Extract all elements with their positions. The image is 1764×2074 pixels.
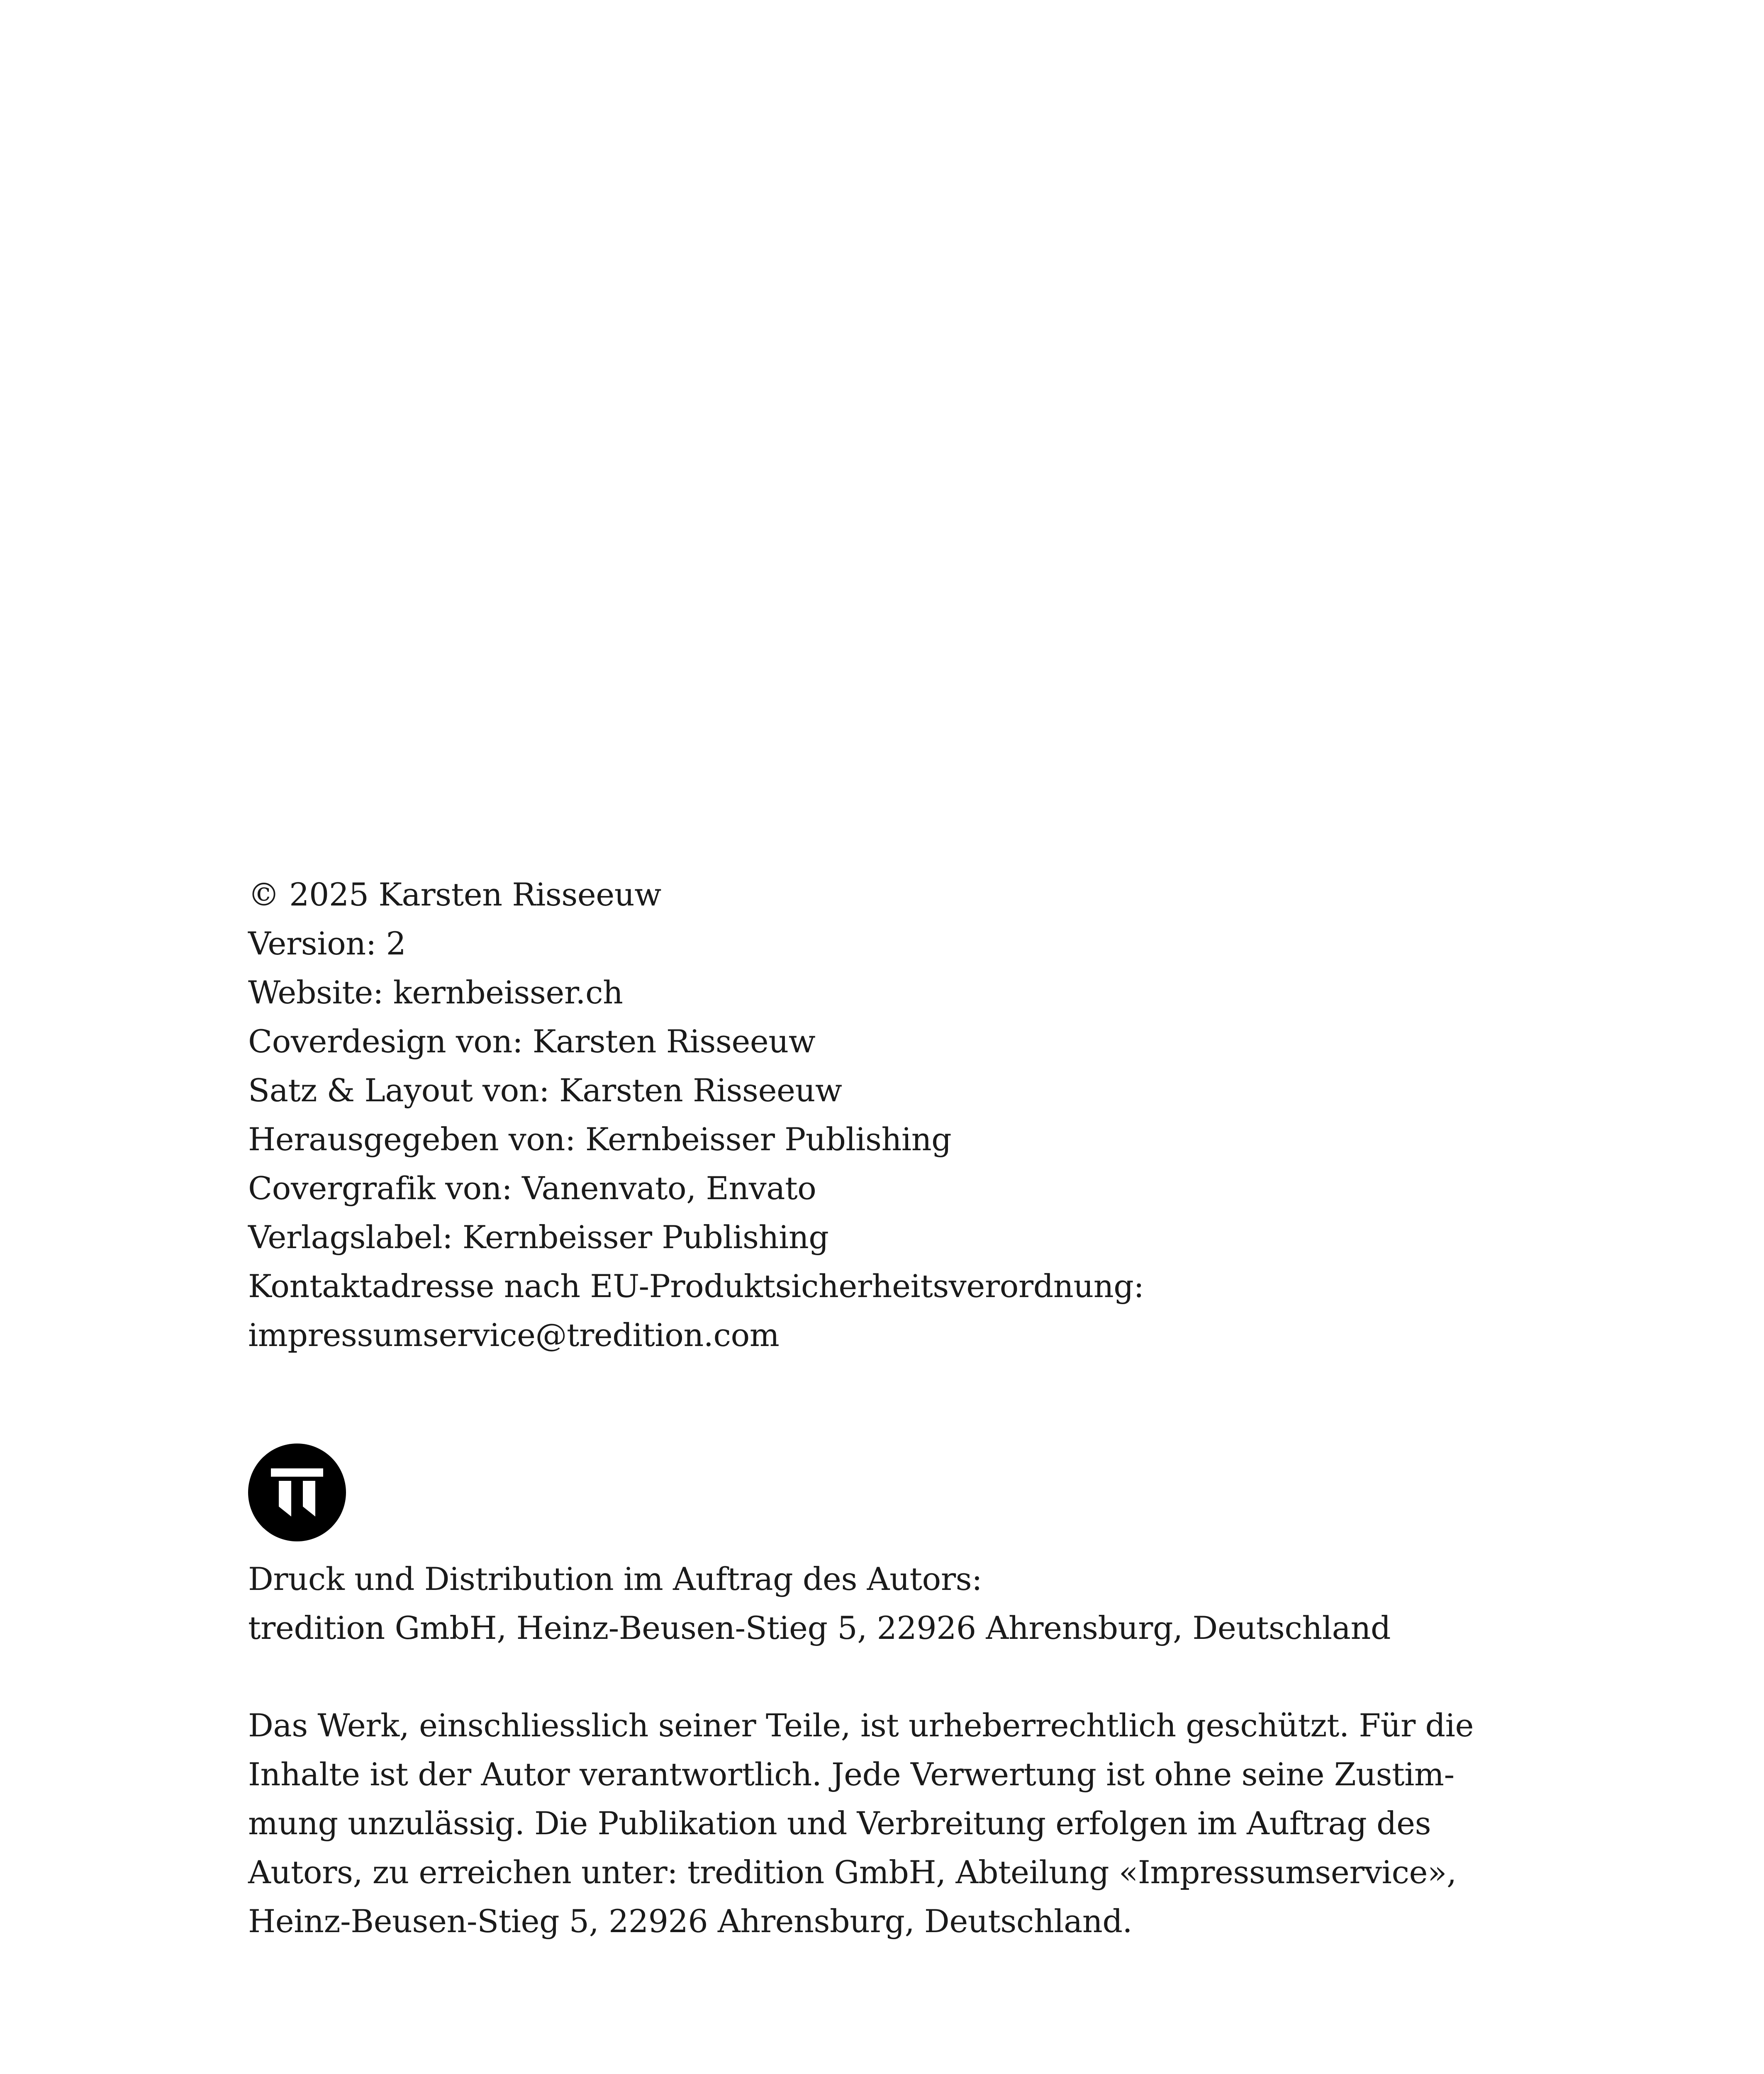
label-line: Verlagslabel: Kernbeisser Publishing [248,1219,829,1256]
coverdesign-line: Coverdesign von: Karsten Risseeuw [248,1023,816,1060]
legal-line: Heinz-Beusen-Stieg 5, 22926 Ahrensburg, Deutschland. [248,1903,1133,1940]
contact-email-line: impressumservice@tredition.com [248,1317,780,1353]
distribution-block [248,1555,1518,1653]
distribution-address: tredition GmbH, Heinz-Beusen-Stieg 5, 22926 Ahrensburg, Deutschland [248,1609,1391,1646]
legal-line: Inhalte ist der Autor verantwortlich. Jede Verwertung ist ohne seine Zustim- [248,1756,1455,1793]
legal-notice [248,1701,1518,1946]
covergraphic-line: Covergrafik von: Vanenvato, Envato [248,1170,816,1207]
imprint-block [248,870,1518,1360]
version-line: Version: 2 [248,925,406,962]
tredition-logo-icon [248,1444,346,1541]
publisher-line: Herausgegeben von: Kernbeisser Publishing [248,1121,952,1158]
website-line: Website: kernbeisser.ch [248,974,623,1011]
distribution-heading: Druck und Distribution im Auftrag des Autors: [248,1560,982,1597]
layout-line: Satz & Layout von: Karsten Risseeuw [248,1072,842,1109]
copyright-line: © 2025 Karsten Risseeuw [248,876,661,913]
legal-line: mung unzulässig. Die Publikation und Verbreitung erfolgen im Auftrag des [248,1805,1431,1842]
contact-heading-line: Kontaktadresse nach EU-Produktsicherheitsverordnung: [248,1268,1144,1305]
legal-line: Autors, zu erreichen unter: tredition GmbH, Abteilung «Impressumservice», [248,1854,1457,1891]
legal-line: Das Werk, einschliesslich seiner Teile, ist urheberrechtlich geschützt. Für die [248,1707,1474,1744]
